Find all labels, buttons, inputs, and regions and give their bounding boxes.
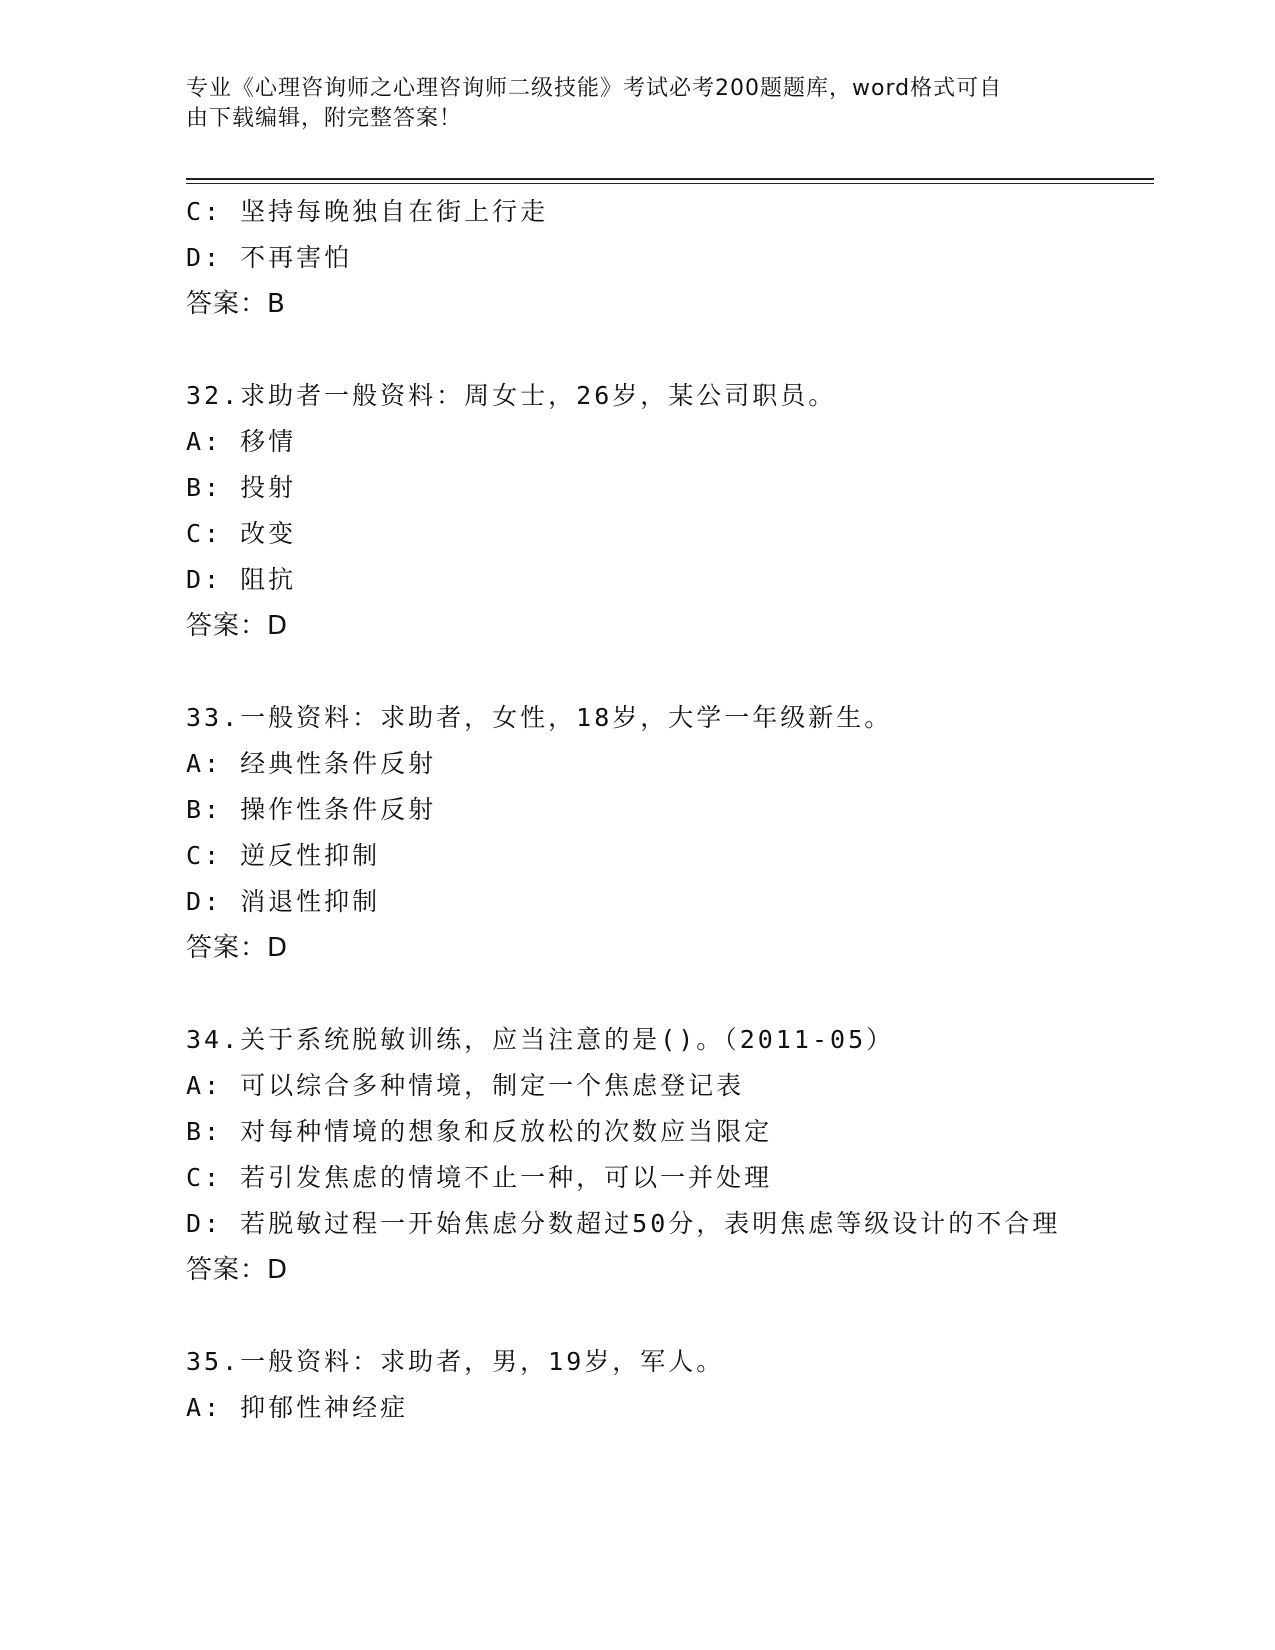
- option-b: B: 操作性条件反射: [186, 795, 437, 824]
- answer-line: 答案：D: [186, 933, 289, 963]
- question-block-33: [186, 695, 1066, 971]
- option-d: D: 阻抗: [186, 565, 297, 594]
- option-d: D: 消退性抑制: [186, 887, 381, 916]
- answer-line: 答案：D: [186, 611, 289, 641]
- option-c: C: 若引发焦虑的情境不止一种，可以一并处理: [186, 1163, 773, 1192]
- option-a: A: 移情: [186, 427, 297, 456]
- question-block-32: [186, 373, 1066, 649]
- question-block-prev: [186, 189, 1066, 327]
- question-stem: 35.一般资料：求助者，男，19岁，军人。: [186, 1347, 725, 1376]
- answer-line: 答案：D: [186, 1255, 289, 1285]
- option-c: C: 逆反性抑制: [186, 841, 381, 870]
- option-b: B: 投射: [186, 473, 297, 502]
- option-a: A: 经典性条件反射: [186, 749, 437, 778]
- question-stem: 32.求助者一般资料：周女士，26岁，某公司职员。: [186, 381, 837, 410]
- header-line-1: 专业《心理咨询师之心理咨询师二级技能》考试必考200题题库，word格式可自: [186, 76, 1003, 101]
- spacer: [186, 971, 1066, 1017]
- header-divider-thin: [186, 183, 1154, 184]
- spacer: [186, 1293, 1066, 1339]
- option-a: A: 可以综合多种情境，制定一个焦虑登记表: [186, 1071, 745, 1100]
- question-block-34: [186, 1017, 1066, 1293]
- question-list: [186, 189, 1066, 1431]
- answer-line: 答案：B: [186, 289, 286, 319]
- question-block-35: [186, 1339, 1066, 1431]
- document-header: [186, 74, 1066, 134]
- question-stem: 33.一般资料：求助者，女性，18岁，大学一年级新生。: [186, 703, 893, 732]
- spacer: [186, 649, 1066, 695]
- option-c: C: 改变: [186, 519, 297, 548]
- option-a: A: 抑郁性神经症: [186, 1393, 409, 1422]
- option-b: B: 对每种情境的想象和反放松的次数应当限定: [186, 1117, 773, 1146]
- question-stem: 34.关于系统脱敏训练，应当注意的是()。（2011-05）: [186, 1025, 895, 1054]
- option-d: D: 不再害怕: [186, 243, 353, 272]
- spacer: [186, 327, 1066, 373]
- option-d: D: 若脱敏过程一开始焦虑分数超过50分，表明焦虑等级设计的不合理: [186, 1209, 1061, 1238]
- header-line-2: 由下载编辑，附完整答案！: [186, 106, 463, 131]
- header-divider-thick: [186, 178, 1154, 180]
- option-c: C: 坚持每晚独自在街上行走: [186, 197, 549, 226]
